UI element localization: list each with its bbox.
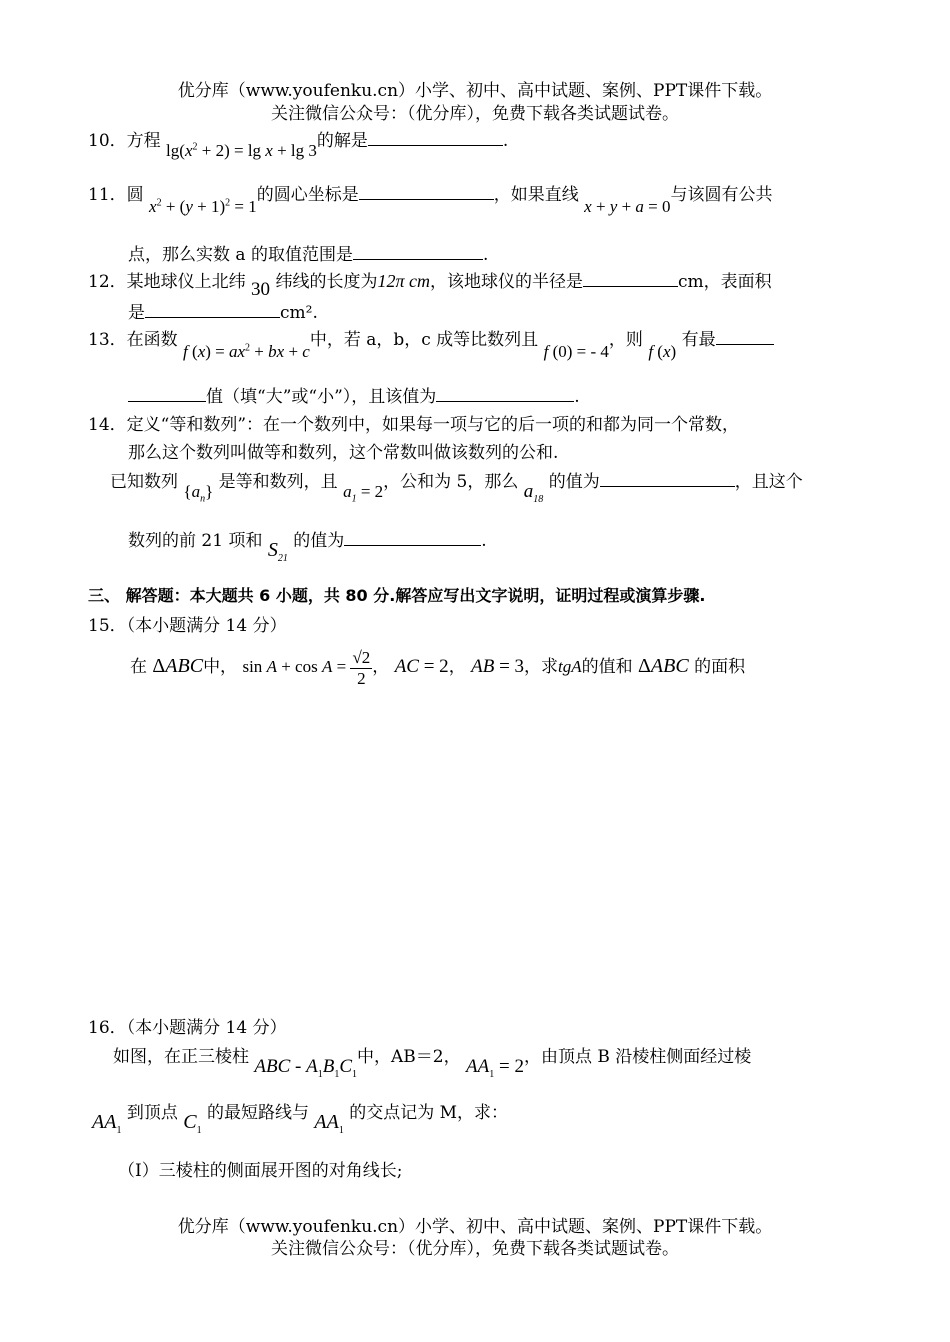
q16-l2-mid2: 的最短路线与: [207, 1103, 309, 1123]
q12-unit2: cm².: [280, 303, 318, 323]
answer-blank[interactable]: [353, 245, 483, 260]
q12-degree: 30: [251, 279, 271, 300]
answer-blank[interactable]: [583, 272, 678, 287]
ac-equals-2: AC = 2: [394, 656, 449, 677]
q10-end: .: [502, 131, 509, 151]
s21: $S_{21}$: [267, 539, 288, 564]
q14-line3-pre: 已知数列: [110, 472, 178, 492]
question-11-line-2: [128, 240, 488, 265]
prism-abc-a1b1c1: ABC - $A_1B_1C_1$: [254, 1056, 358, 1080]
question-number: 16．: [88, 1018, 127, 1038]
c1-vertex: $C_1$: [183, 1111, 202, 1136]
q16-part-1: （I）三棱柱的侧面展开图的对角线长;: [118, 1161, 403, 1181]
question-14: [88, 410, 739, 435]
q10-pre: 方程: [126, 131, 161, 151]
question-number: 15．: [88, 616, 127, 636]
q13-line2: 值（填“大”或“小”），且该值为: [206, 387, 437, 407]
q15-head: （本小题满分 14 分）: [126, 616, 287, 636]
sqrt2-over-2: $\frac{√2}{2}$: [352, 647, 371, 688]
question-number: 13．: [88, 330, 127, 350]
q14-line2: 那么这个数列叫做等和数列，这个常数叫做该数列的公和.: [128, 443, 559, 463]
aa1-edge-2: $AA_1$: [314, 1111, 344, 1136]
q11-end: .: [482, 245, 489, 265]
q11-circle-equation: $x^2 + (y + 1)^2 = 1$: [149, 197, 257, 216]
question-12-line-2: [128, 298, 318, 323]
q12-line2: 是: [128, 303, 145, 323]
question-11: [88, 180, 773, 216]
q13-fx: f (x): [648, 342, 677, 361]
q12-mid2: ，该地球仪的半径是: [429, 272, 583, 292]
footer-line-1: 优分库（www.youfenku.cn）小学、初中、高中试题、案例、PPT课件下载。: [177, 1217, 773, 1237]
q11-line2: 点，那么实数 a 的取值范围是: [128, 245, 353, 265]
sequence-an: $\{a_n\}$: [183, 482, 214, 505]
q13-condition: f (0) = - 4: [543, 342, 609, 361]
question-14-line-3: [110, 467, 803, 505]
answer-blank[interactable]: [128, 387, 206, 402]
q12-mid: 纬线的长度为: [275, 272, 378, 292]
question-14-line-4: [128, 526, 487, 564]
answer-blank[interactable]: [344, 531, 481, 546]
question-16-line-1: [113, 1042, 752, 1080]
q13-pre: 在函数: [126, 330, 178, 350]
header-line-2: 关注微信公众号：（优分库），免费下载各类试题试卷。: [271, 104, 679, 124]
q16-l1-mid: 中，AB＝2，: [357, 1047, 461, 1067]
answer-blank[interactable]: [436, 387, 574, 402]
q16-l2-mid: 到顶点: [126, 1103, 178, 1123]
q13-function: f $(x) = ax^2$ + bx + c: [183, 342, 310, 361]
question-16-line-2: [92, 1098, 509, 1136]
ab-equals-3: AB = 3: [471, 656, 525, 677]
q16-l1-post: ，由顶点 B 沿棱柱侧面经过棱: [523, 1047, 752, 1067]
q13-mid: 中，若 a，b，c 成等比数列且: [309, 330, 539, 350]
q14-line4-post: 的值为: [293, 531, 345, 551]
question-number: 11．: [88, 185, 127, 205]
question-10: [88, 126, 509, 160]
q15-end: 的面积: [694, 657, 746, 677]
q16-l2-post: 的交点记为 M，求：: [349, 1103, 509, 1123]
q16-l1-pre: 如图，在正三棱柱: [113, 1047, 249, 1067]
q14-line1: 定义“等和数列”：在一个数列中，如果每一项与它的后一项的和都为同一个常数，: [126, 415, 740, 435]
question-13-line-2: [128, 382, 580, 407]
q15-mid2: ，: [372, 657, 390, 677]
question-number: 14．: [88, 415, 127, 435]
question-15-body: [130, 646, 745, 689]
question-number: 12．: [88, 272, 127, 292]
q10-equation: $\lg(x^2 + 2) = \lg x + \lg 3$: [166, 141, 317, 160]
answer-blank[interactable]: [368, 131, 503, 146]
triangle-abc-2: ΔABC: [638, 655, 689, 677]
q14-line3-mid: 是等和数列，且: [218, 472, 338, 492]
question-number: 10．: [88, 131, 127, 151]
q11-mid: 的圆心坐标是: [256, 185, 359, 205]
q16-head: （本小题满分 14 分）: [126, 1018, 287, 1038]
q13-mid2: ，则: [608, 330, 643, 350]
answer-blank[interactable]: [359, 185, 494, 200]
question-15-header: [88, 611, 287, 636]
q11-mid2: ，如果直线: [493, 185, 579, 205]
aa1-equals-2: $AA_1 = 2$: [466, 1056, 524, 1080]
aa1-edge: $AA_1$: [92, 1111, 122, 1136]
q12-length: 12π cm: [377, 271, 430, 291]
answer-blank[interactable]: [600, 472, 735, 487]
q12-pre: 某地球仪上北纬: [126, 272, 246, 292]
q13-post: 有最: [681, 330, 716, 350]
footer-line-2: 关注微信公众号：（优分库），免费下载各类试题试卷。: [271, 1239, 679, 1259]
q14-line3-mid2: ，公和为 5，那么: [383, 472, 519, 492]
q15-mid: 中，: [203, 657, 238, 677]
header-line-1: 优分库（www.youfenku.cn）小学、初中、高中试题、案例、PPT课件下载。: [177, 81, 773, 101]
q15-post: 的值和: [581, 657, 633, 677]
answer-blank[interactable]: [145, 303, 280, 318]
question-16-header: [88, 1013, 287, 1038]
a18: $a_{18}$: [523, 481, 544, 505]
tgA: tgA: [558, 657, 582, 676]
q14-line4-end: .: [481, 531, 487, 551]
q14-line3-post: 的值为: [548, 472, 600, 492]
q13-end: .: [574, 387, 580, 407]
a1-equals-2: $a_1 = 2$: [343, 482, 384, 505]
q11-pre: 圆: [126, 185, 144, 205]
trig-equation: sin A + cos A = $\frac{√2}{2}$: [242, 647, 371, 688]
answer-blank[interactable]: [716, 330, 774, 345]
triangle-abc: ΔABC: [152, 655, 204, 677]
q10-post: 的解是: [316, 131, 368, 151]
q15-mid4: ，求: [524, 657, 559, 677]
q15-mid3: ，: [448, 657, 466, 677]
q14-line3-end: ，且这个: [734, 472, 803, 492]
section-3-title: 三、 解答题：本大题共 6 小题，共 80 分.解答应写出文字说明，证明过程或演算步骤.: [88, 586, 706, 605]
q12-unit1: cm，表面积: [677, 272, 772, 292]
q11-post: 与该圆有公共: [670, 185, 773, 205]
q11-line-equation: x + y + a = 0: [584, 197, 671, 216]
question-13: [88, 325, 774, 361]
q14-line4-pre: 数列的前 21 项和: [128, 531, 263, 551]
question-12: [88, 267, 772, 300]
q15-pre: 在: [130, 657, 147, 677]
